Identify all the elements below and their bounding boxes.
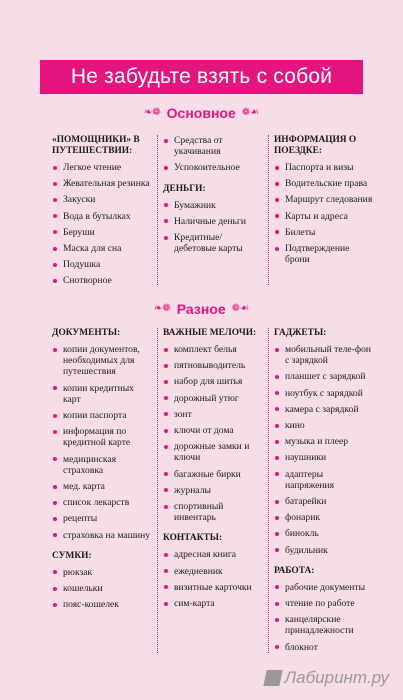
misc-column (163, 328, 263, 619)
checklist-item: комплект белья (163, 344, 263, 355)
section-header-misc (40, 300, 363, 318)
basic-column (274, 135, 374, 275)
checklist-item: наушники (274, 452, 374, 463)
checklist-item: камера с зарядкой (274, 404, 374, 415)
checklist-item: адресная книга (163, 549, 263, 560)
title-banner (40, 60, 363, 94)
checklist-item: мед. карта (52, 481, 152, 492)
group-title: ВАЖНЫЕ МЕЛОЧИ: (163, 328, 257, 338)
group-title: КОНТАКТЫ: (163, 533, 223, 544)
page-title: Не забудьте взять с собой (70, 65, 333, 88)
checklist-item: мобильный теле-фон с зарядкой (274, 344, 374, 366)
checklist-item: медицинская страховка (52, 454, 152, 476)
column-divider (268, 135, 269, 285)
group-title: ДЕНЬГИ: (163, 183, 206, 194)
basic-column (163, 135, 263, 264)
checklist-item: страховка на машину (52, 530, 152, 541)
checklist-item: Паспорта и визы (274, 162, 374, 173)
checklist-group (274, 566, 374, 653)
checklist-item: багажные бирки (163, 469, 263, 480)
checklist-item: Средства от укачивания (163, 135, 263, 157)
checklist-group (163, 533, 263, 609)
checklist-item: музыка и плеер (274, 436, 374, 447)
checklist-item: Снотворное (52, 275, 152, 286)
watermark-text: Лабиринт.ру (284, 668, 389, 687)
checklist-item: Вода в бутылках (52, 211, 152, 222)
checklist-item: пояс-кошелек (52, 599, 152, 610)
checklist-group (52, 135, 152, 287)
checklist-item: Беруши (52, 227, 152, 238)
group-title: «ПОМОЩНИКИ» В ПУТЕШЕСТВИИ: (52, 135, 140, 156)
checklist-item: ежедневник (163, 566, 263, 577)
flourish-right-icon: ❁☙ (231, 303, 249, 314)
checklist-item: зонт (163, 409, 263, 420)
misc-column (274, 328, 374, 663)
checklist-item: кошельки (52, 583, 152, 594)
checklist-item: адаптеры напряжения (274, 469, 374, 491)
checklist-item: Легкое чтение (52, 162, 152, 173)
group-title: ИНФОРМАЦИЯ О ПОЕЗДКЕ: (274, 135, 357, 156)
flourish-left-icon: ❧❁ (143, 107, 161, 118)
checklist-item: фонарик (274, 512, 374, 523)
checklist-item: чтение по работе (274, 598, 374, 609)
checklist-item: пятновыводитель (163, 360, 263, 371)
checklist-item: сим-карта (163, 598, 263, 609)
checklist-item: спортивный инвентарь (163, 501, 263, 523)
checklist-item: рецепты (52, 513, 152, 524)
checklist-item: копии кредитных карт (52, 383, 152, 405)
flourish-left-icon: ❧❁ (154, 303, 171, 314)
group-title: СУМКИ: (52, 550, 92, 561)
checklist-group (163, 184, 263, 255)
checklist-item: дорожные замки и ключи (163, 441, 263, 463)
basic-column (52, 135, 152, 297)
checklist-item: визитные карточки (163, 582, 263, 593)
checklist-item: рабочие документы (274, 582, 374, 593)
checklist-item: кино (274, 420, 374, 431)
column-divider (157, 328, 158, 653)
checklist-item: Карты и адреса (274, 211, 374, 222)
checklist-item: ключи от дома (163, 425, 263, 436)
checklist-item: Жевательная резинка (52, 178, 152, 189)
checklist-group (274, 135, 374, 265)
labirint-logo-icon (263, 670, 282, 686)
checklist-item: Подушка (52, 259, 152, 270)
checklist-group (163, 135, 263, 174)
checklist-group (163, 328, 263, 523)
checklist-item: информация по кредитной карте (52, 426, 152, 448)
checklist-item: копии документов, необходимых для путешествия (52, 344, 152, 378)
checklist-item: планшет с зарядкой (274, 371, 374, 382)
checklist-item: дорожный утюг (163, 393, 263, 404)
checklist-item: бинокль (274, 528, 374, 539)
checklist-item: Маска для сна (52, 243, 152, 254)
checklist-item: Билеты (274, 227, 374, 238)
checklist-group (274, 328, 374, 556)
publisher-watermark (265, 668, 389, 688)
checklist-item: рюкзак (52, 567, 152, 578)
checklist-item: копии паспорта (52, 410, 152, 421)
checklist-item: набор для шитья (163, 376, 263, 387)
group-title: ДОКУМЕНТЫ: (52, 328, 121, 338)
checklist-group (52, 328, 152, 541)
checklist-item: будильник (274, 545, 374, 556)
section-header-basic (40, 104, 363, 122)
checklist-item: блокнот (274, 642, 374, 653)
group-title: ГАДЖЕТЫ: (274, 328, 327, 338)
checklist-group (52, 551, 152, 611)
group-title: РАБОТА: (274, 565, 315, 576)
checklist-item: батарейки (274, 496, 374, 507)
checklist-item: Успокоительное (163, 162, 263, 173)
section-title-misc: Разное (176, 301, 226, 317)
section-title-basic: Основное (166, 105, 236, 121)
checklist-item: Водительские права (274, 178, 374, 189)
checklist-item: Закуски (52, 194, 152, 205)
checklist-item: Маршрут следования (274, 194, 374, 205)
checklist-item: Кредитные/ дебетовые карты (163, 232, 263, 254)
flourish-right-icon: ❁☙ (241, 107, 260, 118)
checklist-item: канцелярские принадлежности (274, 614, 374, 636)
checklist-item: ноутбук с зарядкой (274, 388, 374, 399)
checklist-item: Бумажник (163, 200, 263, 211)
checklist-item: Подтверждение брони (274, 243, 374, 265)
misc-column (52, 328, 152, 620)
checklist-item: список лекарств (52, 497, 152, 508)
column-divider (268, 328, 269, 653)
checklist-item: журналы (163, 485, 263, 496)
checklist-item: Наличные деньги (163, 216, 263, 227)
column-divider (157, 135, 158, 285)
